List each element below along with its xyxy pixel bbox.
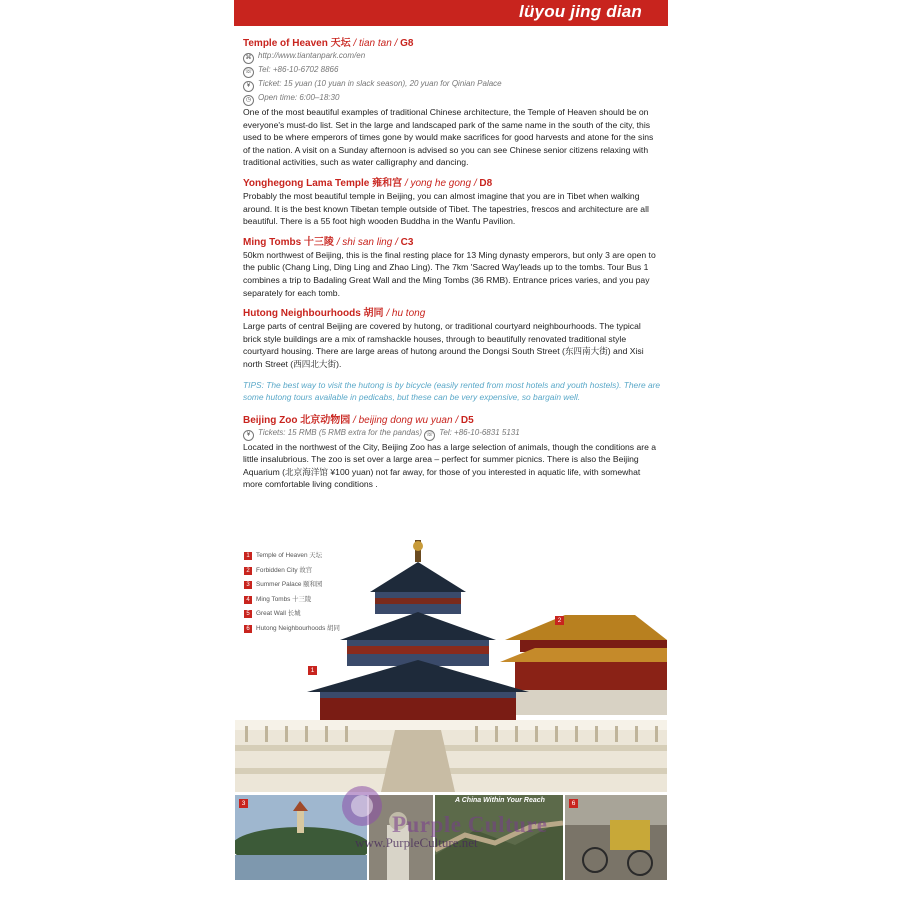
entry-hutong xyxy=(243,307,661,370)
thumb-badge-3: 3 xyxy=(239,799,248,808)
entry-cn: 雍和宫 xyxy=(372,177,403,189)
entry-temple-of-heaven xyxy=(243,37,661,169)
entry-ticket: ¥ Ticket: 15 yuan (10 yuan in slack season), 20 yuan for Qinian Palace xyxy=(243,78,661,92)
entry-body: Probably the most beautiful temple in Beijing, you can almost imagine that you are in Tibet when walking around. It is the best known Tibetan temple outside of Tibet. The tapestries, frescos and architecture are all beautiful. There is a 55 foot high wooden Buddha in the Wanfu Pavilion. xyxy=(243,190,649,227)
entry-pinyin: / yong he gong / xyxy=(404,177,477,189)
entry-tel: ☏ Tel: +86-10-6702 8866 xyxy=(243,64,661,78)
entry-title xyxy=(243,37,661,50)
entry-title xyxy=(243,177,661,190)
map-code: D8 xyxy=(479,177,493,189)
watermark-url: www.PurpleCulture.net xyxy=(355,835,478,850)
phone-icon: ☏ xyxy=(243,67,254,78)
legend-item: 5 Great Wall 长城 xyxy=(244,607,340,622)
entry-cn: 北京动物园 xyxy=(300,414,351,426)
entry-name: Beijing Zoo xyxy=(243,414,298,426)
watermark-logo xyxy=(340,782,384,832)
legend-item: 4 Ming Tombs 十三陵 xyxy=(244,593,340,608)
entry-body: One of the most beautiful examples of traditional Chinese architecture, the Temple of Heaven should be on everyone's must-do list. Set in the large and landscaped park of the same name in the south of the city, this used to be where emperors of times gone by would make sacrifices for good harvests and atone for the sins of the nation. A visit on a Sunday afternoon is advised so you can see Chinese senior citizens relaxing with traditional activities, such as water calligraphy and dancing. xyxy=(243,107,654,168)
entry-cn: 天坛 xyxy=(330,38,351,49)
legend-item: 1 Temple of Heaven 天坛 xyxy=(244,549,340,564)
map-code: C3 xyxy=(400,236,414,248)
mouse-icon: ⌘ xyxy=(243,53,254,64)
entry-cn: 胡同 xyxy=(363,308,384,320)
entry-cn: 十三陵 xyxy=(303,236,334,248)
map-code: G8 xyxy=(400,38,414,49)
legend-item: 2 Forbidden City 故宫 xyxy=(244,564,340,579)
entry-ming-tombs xyxy=(243,236,661,299)
entry-yonghegong xyxy=(243,177,661,228)
phone-icon: ☏ xyxy=(424,430,435,441)
entry-name: Hutong Neighbourhoods xyxy=(243,308,361,320)
entry-name: Temple of Heaven xyxy=(243,38,328,49)
thumb-hutong xyxy=(565,795,667,880)
header-title: lüyou jing dian xyxy=(519,2,642,21)
entry-pinyin: / shi san ling / xyxy=(336,236,398,248)
tips-note: TIPS: The best way to visit the hutong is by bicycle (easily rented from most hotels and youth hostels). There are some hutong tours available in pedicabs, but these can be very expensive, so bargain well. xyxy=(243,379,661,403)
entry-title xyxy=(243,414,661,427)
entry-beijing-zoo xyxy=(243,414,661,491)
entry-name: Ming Tombs xyxy=(243,236,302,248)
entry-body: Large parts of central Beijing are covered by hutong, or traditional courtyard neighbourhoods. The typical brick style buildings are a mix of ramshackle houses, through to beautifully renovated traditional style courtyard housing. There are large areas of hutong around the Dongsi South Street (东四南大街) and Xisi north Street (西四北大街). xyxy=(243,321,644,369)
entry-pinyin: / tian tan / xyxy=(353,38,398,49)
entry-pinyin: / beijing dong wu yuan / xyxy=(353,414,459,426)
header-bar xyxy=(234,0,668,26)
photo-badge-1: 1 xyxy=(308,666,317,675)
entry-open-time: ◷ Open time: 6:00–18:30 xyxy=(243,92,661,106)
guide-content xyxy=(243,37,661,499)
entry-title xyxy=(243,307,661,320)
entry-website[interactable]: ⌘ http://www.tiantanpark.com/en xyxy=(243,50,661,64)
yuan-icon: ¥ xyxy=(243,81,254,92)
map-code: D5 xyxy=(460,414,474,426)
entry-body: 50km northwest of Beijing, this is the final resting place for 13 Ming dynasty emperors, but only 3 are open to the public (Chang Ling, Ding Ling and Zhao Ling). The 7km 'Sacred Way'leads up to the tombs. Tour Bus 1 combines a trip to Badaling Great Wall and the Ming Tombs (36 RMB). Entrance prices varies, and you pay separately for each tomb. xyxy=(243,249,656,298)
entry-body: Located in the northwest of the City, Beijing Zoo has a large selection of animals, though the conditions are a little insalubrious. The zoo is set over a large area – perfect for summer picnics. There is also the Beijing Aquarium (北京海洋馆 ¥100 yuan) not far away, for those of you interested in aquatic life, with somewhat more comfortable living conditions . xyxy=(243,441,657,490)
entry-ticket-tel: ¥ Tickets: 15 RMB (5 RMB extra for the pandas) ☏ Tel: +86-10-6831 5131 xyxy=(243,427,661,441)
entry-name: Yonghegong Lama Temple xyxy=(243,177,370,189)
legend-item: 6 Hutong Neighbourhoods 胡同 xyxy=(244,622,340,637)
photo-legend xyxy=(244,549,340,636)
yuan-icon: ¥ xyxy=(243,430,254,441)
photo-badge-2: 2 xyxy=(555,616,564,625)
watermark-brand: Purple Culture xyxy=(392,812,548,837)
clock-icon: ◷ xyxy=(243,95,254,106)
tagline: A China Within Your Reach xyxy=(455,797,545,804)
entry-pinyin: / hu tong xyxy=(386,308,426,320)
thumb-badge-6: 6 xyxy=(569,799,578,808)
legend-item: 3 Summer Palace 颐和园 xyxy=(244,578,340,593)
entry-title xyxy=(243,236,661,249)
